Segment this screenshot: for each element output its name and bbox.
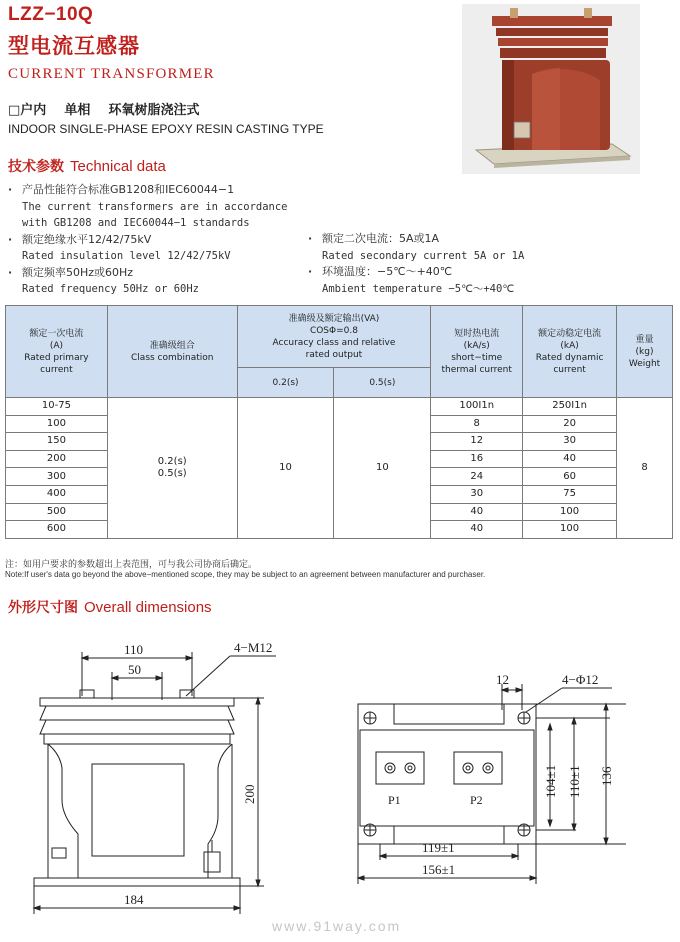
label-4-phi12: 4−Φ12 [562, 672, 599, 687]
cell-primary: 400 [6, 485, 108, 503]
dim-184: 184 [124, 892, 144, 907]
label-p1: P1 [388, 793, 401, 807]
cell-dynamic: 60 [523, 468, 617, 486]
cell-dynamic: 30 [523, 433, 617, 451]
cell-primary: 500 [6, 503, 108, 521]
spec-frequency-en: Rated frequency 50Hz or 60Hz [22, 283, 200, 295]
spec-temperature-cn: · 环境温度：−5℃～+40℃ [308, 265, 453, 278]
cell-weight: 8 [617, 398, 673, 539]
header-accuracy-class: 准确级及额定输出(VA) COSΦ=0.8 Accuracy class and relative rated output [237, 306, 431, 368]
cell-dynamic: 75 [523, 485, 617, 503]
product-photo [462, 4, 640, 174]
table-row [6, 398, 673, 416]
dim-104: 104±1 [543, 764, 558, 798]
title-chinese: 型电流互感器 [8, 34, 140, 58]
dim-12: 12 [496, 672, 509, 687]
label-p2: P2 [470, 793, 483, 807]
cell-primary: 150 [6, 433, 108, 451]
dimensions-heading [8, 597, 212, 617]
note-chinese: 注：如用户要求的参数超出上表范围，可与我公司协商后确定。 [5, 560, 258, 570]
dimensions-heading-cn: 外形尺寸图 [8, 600, 78, 616]
cell-primary: 200 [6, 450, 108, 468]
cell-class-combination: 0.2(s) 0.5(s) [107, 398, 237, 539]
note-english: Note:If user's data go beyond the above−mentioned scope, they may be subject to an agreement between manufacturer and purchaser. [5, 570, 486, 579]
cell-thermal: 30 [431, 485, 523, 503]
cell-dynamic: 250I1n [523, 398, 617, 416]
spec-insulation-en: Rated insulation level 12/42/75kV [22, 250, 231, 262]
header-weight: 重量 (kg) Weight [617, 306, 673, 398]
cell-thermal: 100I1n [431, 398, 523, 416]
spec-secondary-cn: · 额定二次电流：5A或1A [308, 232, 440, 245]
label-4-m12: 4−M12 [234, 640, 273, 655]
header-class-combination: 准确级组合 Class combination [107, 306, 237, 398]
ratings-table [5, 305, 673, 539]
spec-frequency-cn: · 额定频率50Hz或60Hz [8, 265, 134, 279]
spec-temperature-en: Ambient temperature −5℃～+40℃ [322, 282, 515, 295]
cell-thermal: 8 [431, 415, 523, 433]
technical-heading-en: Technical data [70, 158, 166, 175]
cell-primary: 600 [6, 521, 108, 539]
model-number: LZZ−10Q [8, 4, 94, 25]
spec-left-column [8, 182, 308, 298]
watermark: www.91way.com [272, 918, 402, 934]
cell-primary: 300 [6, 468, 108, 486]
header-dynamic-current: 额定动稳定电流 (kA) Rated dynamic current [523, 306, 617, 398]
cell-thermal: 12 [431, 433, 523, 451]
cell-dynamic: 40 [523, 450, 617, 468]
header-thermal-current: 短时热电流 (kA/s) short−time thermal current [431, 306, 523, 398]
cell-thermal: 24 [431, 468, 523, 486]
spec-secondary-en: Rated secondary current 5A or 1A [322, 249, 525, 262]
dim-110: 110 [124, 642, 144, 657]
dim-50: 50 [128, 662, 141, 677]
dim-136: 136 [599, 766, 614, 786]
cell-primary: 10-75 [6, 398, 108, 416]
dim-110-vertical: 110±1 [567, 765, 582, 798]
dim-119: 119±1 [422, 840, 455, 855]
cell-dynamic: 100 [523, 503, 617, 521]
cell-primary: 100 [6, 415, 108, 433]
top-view-drawing [340, 660, 670, 896]
cell-va-05s: 10 [334, 398, 431, 539]
technical-heading-cn: 技术参数 [8, 159, 64, 175]
spec-right-column [308, 231, 578, 297]
cell-thermal: 40 [431, 503, 523, 521]
title-english: CURRENT TRANSFORMER [8, 66, 215, 82]
header-sub-05s: 0.5(s) [334, 368, 431, 398]
cell-thermal: 16 [431, 450, 523, 468]
spec-insulation-cn: · 额定绝缘水平12/42/75kV [8, 232, 152, 246]
category-english: INDOOR SINGLE-PHASE EPOXY RESIN CASTING TYPE [8, 122, 324, 136]
cell-thermal: 40 [431, 521, 523, 539]
header-primary-current: 额定一次电流 (A) Rated primary current [6, 306, 108, 398]
cell-dynamic: 100 [523, 521, 617, 539]
dim-200: 200 [242, 784, 257, 804]
front-view-drawing [0, 630, 300, 916]
spec-standard-en-2: with GB1208 and IEC60044−1 standards [22, 217, 250, 229]
category-chinese: □户内 单相 环氧树脂浇注式 [8, 103, 200, 118]
technical-data-heading [8, 156, 166, 176]
cell-va-02s: 10 [237, 398, 334, 539]
dim-156: 156±1 [422, 862, 456, 877]
cell-dynamic: 20 [523, 415, 617, 433]
spec-standard-en-1: The current transformers are in accordance [22, 200, 288, 213]
dimensions-heading-en: Overall dimensions [84, 599, 212, 616]
spec-standard-cn: · 产品性能符合标准GB1208和IEC60044−1 [8, 183, 235, 196]
header-sub-02s: 0.2(s) [237, 368, 334, 398]
